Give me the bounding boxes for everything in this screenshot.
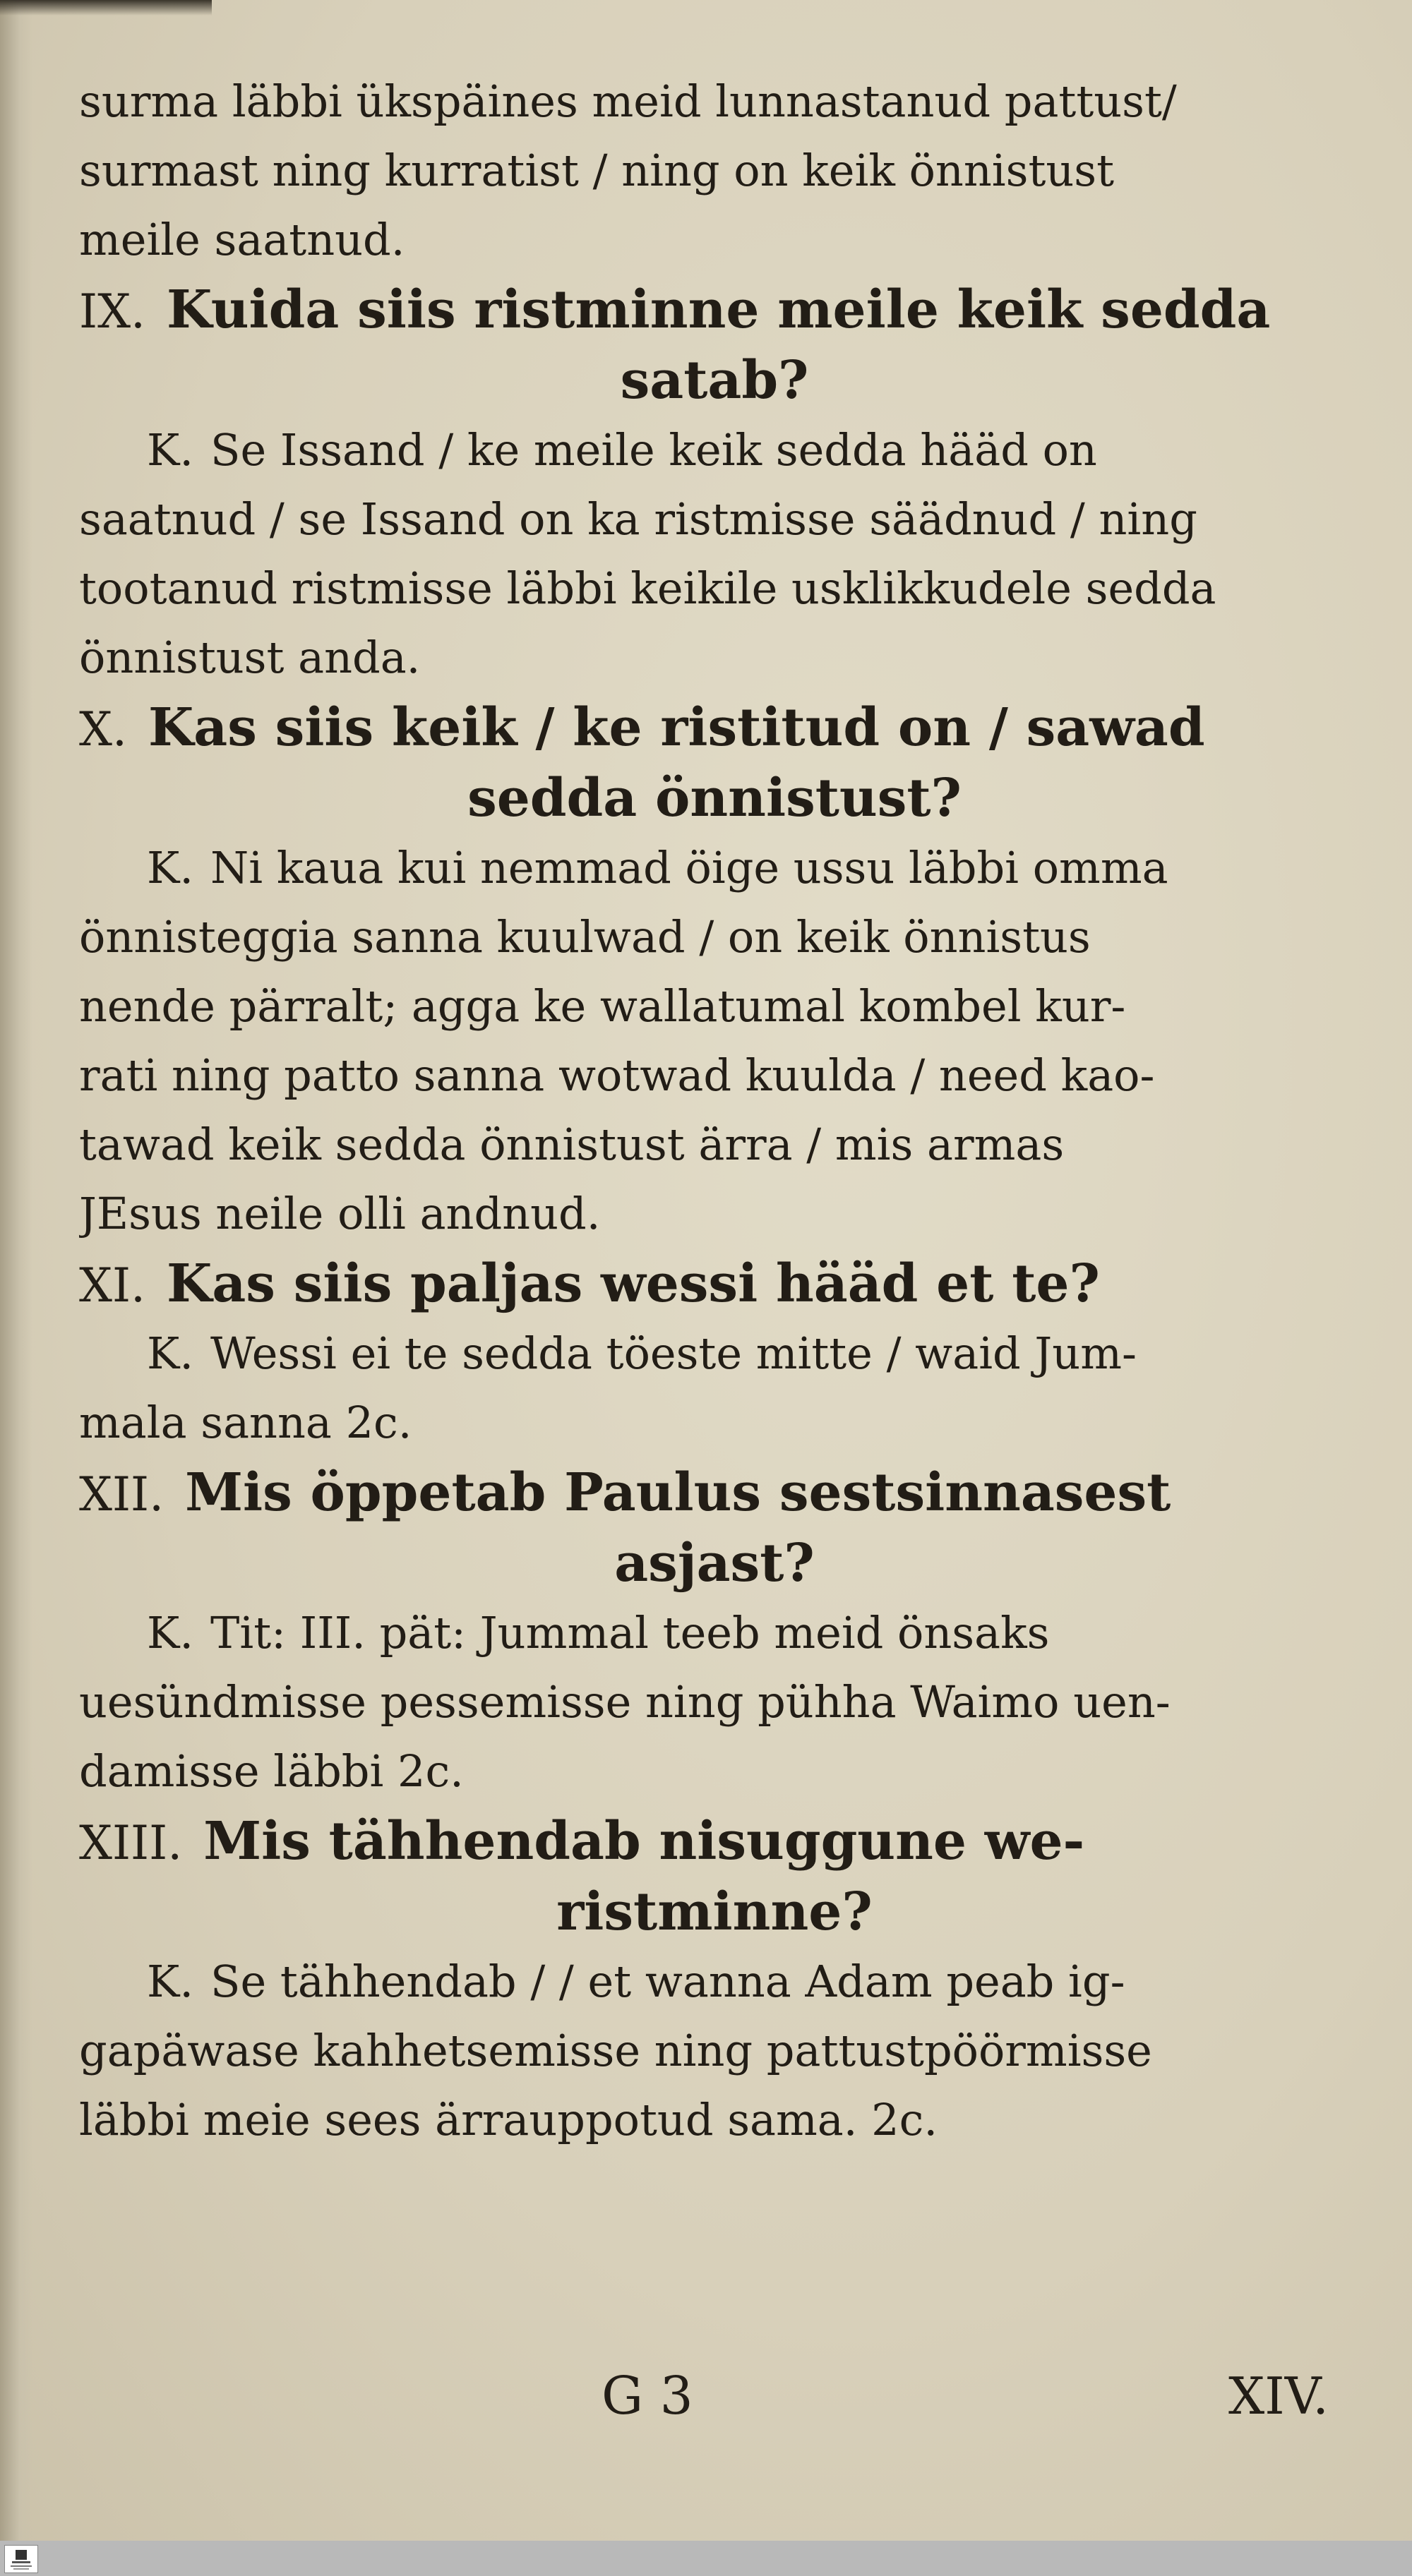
answer-marker: K. xyxy=(147,1607,194,1659)
answer-line xyxy=(79,416,1350,485)
answer-text: Se tähhendab / / et wanna Adam peab ig- xyxy=(210,1956,1125,2007)
text-line: surma läbbi ükspäines meid lunnastanud pattust/ xyxy=(79,76,1177,127)
question-heading xyxy=(79,275,1350,345)
page-gutter xyxy=(0,0,32,2541)
text-line: önnistust anda. xyxy=(79,632,421,683)
question-number: XI. xyxy=(79,1258,146,1313)
question-heading xyxy=(79,1806,1350,1877)
answer-marker: K. xyxy=(147,424,194,476)
question-number: XII. xyxy=(79,1467,164,1522)
library-logo-icon xyxy=(4,2545,38,2573)
question-heading-continuation: asjast? xyxy=(614,1533,815,1594)
question-text: Kas siis keik / ke ristitud on / sawad xyxy=(148,697,1205,758)
answer-text: Ni kaua kui nemmad öige ussu läbbi omma xyxy=(210,842,1168,893)
signature-mark: G 3 xyxy=(602,2366,693,2426)
page-top-edge xyxy=(0,0,212,16)
text-line: läbbi meie sees ärrauppotud sama. 2c. xyxy=(79,2094,938,2145)
text-line: gapäwase kahhetsemisse ning pattustpöörmisse xyxy=(79,2025,1152,2076)
question-number: XIII. xyxy=(79,1816,183,1870)
catchword: XIV. xyxy=(1228,2366,1329,2426)
question-heading xyxy=(79,1457,1350,1528)
page-text-block xyxy=(79,67,1350,2155)
text-line: mala sanna 2c. xyxy=(79,1397,412,1448)
page-footer xyxy=(79,2357,1350,2435)
question-text: Kas siis paljas wessi hääd et te? xyxy=(167,1253,1100,1314)
answer-marker: K. xyxy=(147,842,194,893)
text-line: surmast ning kurratist / ning on keik önnistust xyxy=(79,145,1115,196)
answer-text: Wessi ei te sedda töeste mitte / waid Jum- xyxy=(210,1328,1137,1379)
question-heading xyxy=(79,1248,1350,1319)
viewer-bottom-bar xyxy=(0,2541,1412,2576)
question-number: X. xyxy=(79,702,127,757)
text-line: tawad keik sedda önnistust ärra / mis armas xyxy=(79,1119,1065,1170)
text-line: rati ning patto sanna wotwad kuulda / need kao- xyxy=(79,1049,1155,1101)
text-line: damisse läbbi 2c. xyxy=(79,1745,464,1797)
text-line: meile saatnud. xyxy=(79,214,405,265)
question-number: IX. xyxy=(79,284,146,339)
question-heading-continuation: ristminne? xyxy=(556,1882,873,1942)
question-heading xyxy=(79,692,1350,763)
text-line: tootanud ristmisse läbbi keikile usklikkudele sedda xyxy=(79,562,1216,614)
text-line: önnisteggia sanna kuulwad / on keik önnistus xyxy=(79,911,1091,963)
question-text: Kuida siis ristminne meile keik sedda xyxy=(167,279,1271,340)
text-line: saatnud / se Issand on ka ristmisse säädnud / ning xyxy=(79,493,1197,545)
question-text: Mis tähhendab nisuggune we- xyxy=(203,1811,1085,1872)
text-line: uesündmisse pessemisse ning pühha Waimo uen- xyxy=(79,1676,1171,1728)
answer-text: Se Issand / ke meile keik sedda hääd on xyxy=(210,424,1097,476)
answer-marker: K. xyxy=(147,1328,194,1379)
answer-line xyxy=(79,833,1350,903)
answer-text: Tit: III. pät: Jummal teeb meid önsaks xyxy=(210,1607,1050,1659)
question-heading-continuation: satab? xyxy=(620,350,809,411)
text-line: JEsus neile olli andnud. xyxy=(79,1188,601,1239)
text-line: nende pärralt; agga ke wallatumal kombel kur- xyxy=(79,980,1126,1032)
answer-line xyxy=(79,1947,1350,2016)
answer-line xyxy=(79,1319,1350,1388)
answer-line xyxy=(79,1599,1350,1668)
question-heading-continuation: sedda önnistust? xyxy=(467,768,962,829)
question-text: Mis öppetab Paulus sestsinnasest xyxy=(185,1462,1171,1523)
answer-marker: K. xyxy=(147,1956,194,2007)
